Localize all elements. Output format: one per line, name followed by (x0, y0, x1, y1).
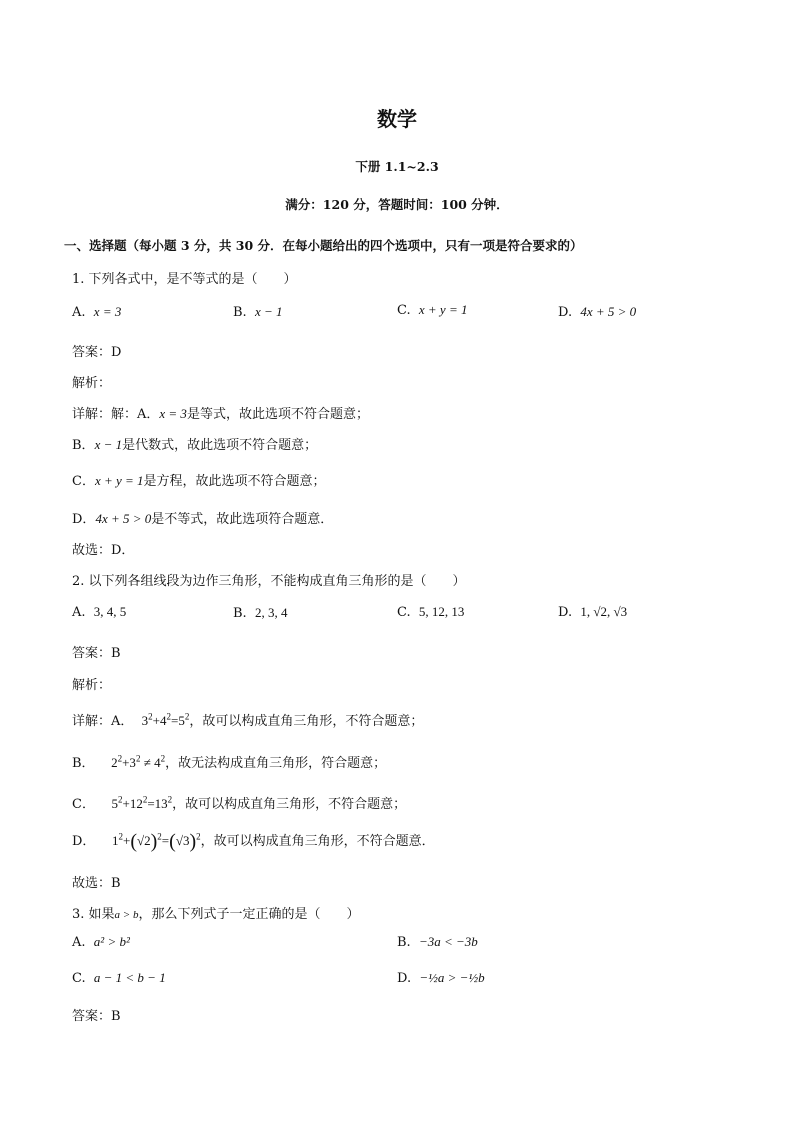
option-expr: 3, 4, 5 (93, 604, 127, 619)
detail-expr: x = 3 (159, 406, 187, 421)
detail-formula: $1^2+(√2)^2=(√3)^2$ (111, 830, 201, 853)
q1-answer: 答案：D (72, 345, 122, 360)
q2-analysis-label: 解析： (72, 678, 112, 693)
option-expr: 1, √2, √3 (580, 604, 628, 619)
detail-text: ，故可以构成直角三角形，不符合题意； (189, 714, 424, 729)
detail-prefix: D． (72, 512, 96, 527)
detail-prefix: 详解：解：A． (72, 407, 160, 422)
option-label: B. (233, 606, 247, 621)
detail-text: ，故可以构成直角三角形，不符合题意； (172, 797, 407, 812)
q1-detail-a (72, 403, 369, 422)
option-label: B. (397, 935, 411, 950)
detail-text: 是不等式，故此选项符合题意． (151, 512, 334, 527)
q2-answer: 答案：B (72, 646, 121, 661)
section-heading: 一、选择题（每小题 3 分，共 30 分．在每小题给出的四个选项中，只有一项是符合要求的） (64, 238, 583, 253)
detail-prefix: C． (72, 474, 95, 489)
q2-option-d (558, 604, 627, 620)
detail-text: ，故无法构成直角三角形，符合题意； (165, 756, 387, 771)
q2-detail-c (72, 793, 406, 812)
detail-text: ，故可以构成直角三角形，不符合题意． (200, 834, 435, 849)
q3-option-c (72, 970, 166, 986)
stem-expr: a > b (114, 909, 139, 921)
option-expr: −½a > −½b (419, 970, 485, 985)
option-expr: −3a < −3b (418, 934, 478, 949)
option-expr: 4x + 5 > 0 (580, 304, 637, 319)
detail-expr: 4x + 5 > 0 (95, 511, 152, 526)
option-label: D. (558, 305, 573, 320)
q2-detail-d (72, 830, 435, 854)
option-expr: a² > b² (93, 934, 130, 949)
detail-expr: x − 1 (94, 437, 123, 452)
score-info: 满分：120 分，答题时间：100 分钟． (285, 197, 509, 212)
option-label: B. (233, 305, 247, 320)
detail-text: 是方程，故此选项不符合题意； (143, 474, 326, 489)
detail-prefix: B． (72, 438, 95, 453)
q1-analysis-label: 解析： (72, 376, 112, 391)
option-label: C. (72, 971, 86, 986)
detail-formula: $3^2+4^2=5^2$ (141, 711, 190, 728)
q1-stem: 1. 下列各式中，是不等式的是（ ） (72, 272, 297, 287)
q2-conclusion: 故选：B (72, 876, 121, 891)
option-expr: a − 1 < b − 1 (93, 970, 166, 985)
page-title: 数学 (377, 107, 417, 131)
detail-text: 是等式，故此选项不符合题意； (186, 407, 369, 422)
option-label: D. (397, 971, 412, 986)
option-expr: 2, 3, 4 (254, 605, 288, 620)
q1-option-a (72, 304, 121, 320)
q2-option-b (233, 605, 287, 621)
option-label: C. (397, 605, 411, 620)
q1-detail-c (72, 470, 326, 489)
q2-stem: 2. 以下列各组线段为边作三角形，不能构成直角三角形的是（ ） (72, 574, 466, 589)
q2-option-a (72, 604, 126, 620)
option-label: A. (72, 605, 86, 620)
detail-prefix: B． (72, 756, 95, 771)
q1-option-c (397, 302, 467, 318)
detail-prefix: C． (72, 797, 95, 812)
option-label: A. (72, 935, 86, 950)
detail-formula: $2^2+3^2 \ne 4^2$ (111, 753, 166, 770)
stem-prefix: 3. 如果 (72, 907, 115, 922)
option-label: D. (558, 605, 573, 620)
q3-option-d (397, 970, 485, 986)
option-label: A. (72, 305, 86, 320)
q2-option-c (397, 604, 464, 620)
q1-detail-d (72, 508, 333, 527)
q1-option-d (558, 304, 636, 320)
detail-prefix: D． (72, 834, 96, 849)
stem-suffix: ，那么下列式子一定正确的是（ ） (138, 907, 360, 922)
option-expr: x + y = 1 (418, 302, 468, 317)
detail-text: 是代数式，故此选项不符合题意； (122, 438, 318, 453)
q1-detail-b (72, 434, 317, 453)
option-label: C. (397, 303, 411, 318)
option-expr: 5, 12, 13 (418, 604, 465, 619)
q2-detail-b (72, 752, 386, 771)
option-expr: x = 3 (93, 304, 122, 319)
q3-stem (72, 903, 360, 922)
page-subtitle: 下册 1.1~2.3 (355, 159, 439, 174)
q2-detail-a (72, 710, 423, 729)
detail-expr: x + y = 1 (94, 473, 144, 488)
q3-option-a (72, 934, 130, 950)
q3-answer: 答案：B (72, 1009, 121, 1024)
detail-formula: $5^2+12^2=13^2$ (111, 794, 173, 811)
detail-prefix: 详解：A． (72, 714, 134, 729)
q1-option-b (233, 304, 283, 320)
option-expr: x − 1 (254, 304, 283, 319)
q3-option-b (397, 934, 478, 950)
q1-conclusion: 故选：D． (72, 543, 135, 558)
